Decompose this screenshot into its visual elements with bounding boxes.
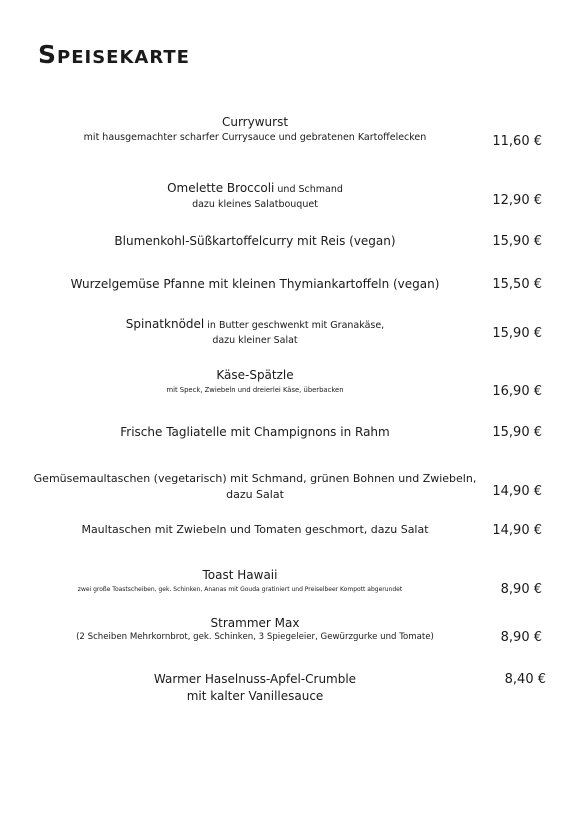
page-title: Speisekarte bbox=[38, 40, 190, 69]
dish-name: Spinatknödel bbox=[125, 317, 205, 331]
dish-price: 11,60 € bbox=[492, 134, 542, 149]
dish-price: 8,40 € bbox=[504, 672, 546, 687]
dish-name-suffix: und Schmand bbox=[274, 184, 343, 195]
dish-name: Currywurst bbox=[221, 115, 289, 129]
dish-name: Strammer Max bbox=[210, 616, 300, 630]
dish-name: Frische Tagliatelle mit Champignons in Rahm bbox=[120, 425, 390, 439]
dish-description: mit hausgemachter scharfer Currysauce und gebratenen Kartoffelecken bbox=[83, 132, 427, 143]
dish-price: 16,90 € bbox=[492, 384, 542, 399]
dish-name: Maultaschen mit Zwiebeln und Tomaten geschmort, dazu Salat bbox=[81, 523, 429, 536]
dish-price: 14,90 € bbox=[492, 523, 542, 538]
dish-description: mit kalter Vanillesauce bbox=[186, 689, 324, 703]
dish-price: 12,90 € bbox=[492, 193, 542, 208]
dish-description: dazu kleines Salatbouquet bbox=[192, 199, 318, 210]
dish-name: Blumenkohl-Süßkartoffelcurry mit Reis (vegan) bbox=[114, 234, 396, 248]
dish-description: (2 Scheiben Mehrkornbrot, gek. Schinken, 3 Spiegeleier, Gewürzgurke und Tomate) bbox=[76, 632, 434, 642]
dish-price: 14,90 € bbox=[492, 484, 542, 499]
dish-description: zwei große Toastscheiben, gek. Schinken, Ananas mit Gouda gratiniert und Preiselbeer Kompott abgerundet bbox=[77, 586, 403, 593]
dish-description: dazu kleiner Salat bbox=[212, 335, 298, 346]
dish-name: Käse-Spätzle bbox=[216, 368, 294, 382]
dish-price: 15,90 € bbox=[492, 234, 542, 249]
dish-description: dazu Salat bbox=[226, 488, 284, 501]
dish-price: 8,90 € bbox=[500, 630, 542, 645]
dish-name: Toast Hawaii bbox=[202, 568, 278, 582]
dish-name: Omelette Broccoli bbox=[167, 181, 275, 195]
dish-name: Gemüsemaultaschen (vegetarisch) mit Schmand, grünen Bohnen und Zwiebeln, bbox=[33, 472, 477, 485]
dish-description: mit Speck, Zwiebeln und dreierlei Käse, überbacken bbox=[166, 386, 344, 394]
dish-name: Wurzelgemüse Pfanne mit kleinen Thymiankartoffeln (vegan) bbox=[70, 277, 440, 291]
dish-price: 15,50 € bbox=[492, 277, 542, 292]
dish-name: Warmer Haselnuss-Apfel-Crumble bbox=[153, 672, 357, 686]
dish-price: 8,90 € bbox=[500, 582, 542, 597]
dish-price: 15,90 € bbox=[492, 326, 542, 341]
dish-price: 15,90 € bbox=[492, 425, 542, 440]
dish-name-suffix: in Butter geschwenkt mit Granakäse, bbox=[204, 320, 385, 331]
